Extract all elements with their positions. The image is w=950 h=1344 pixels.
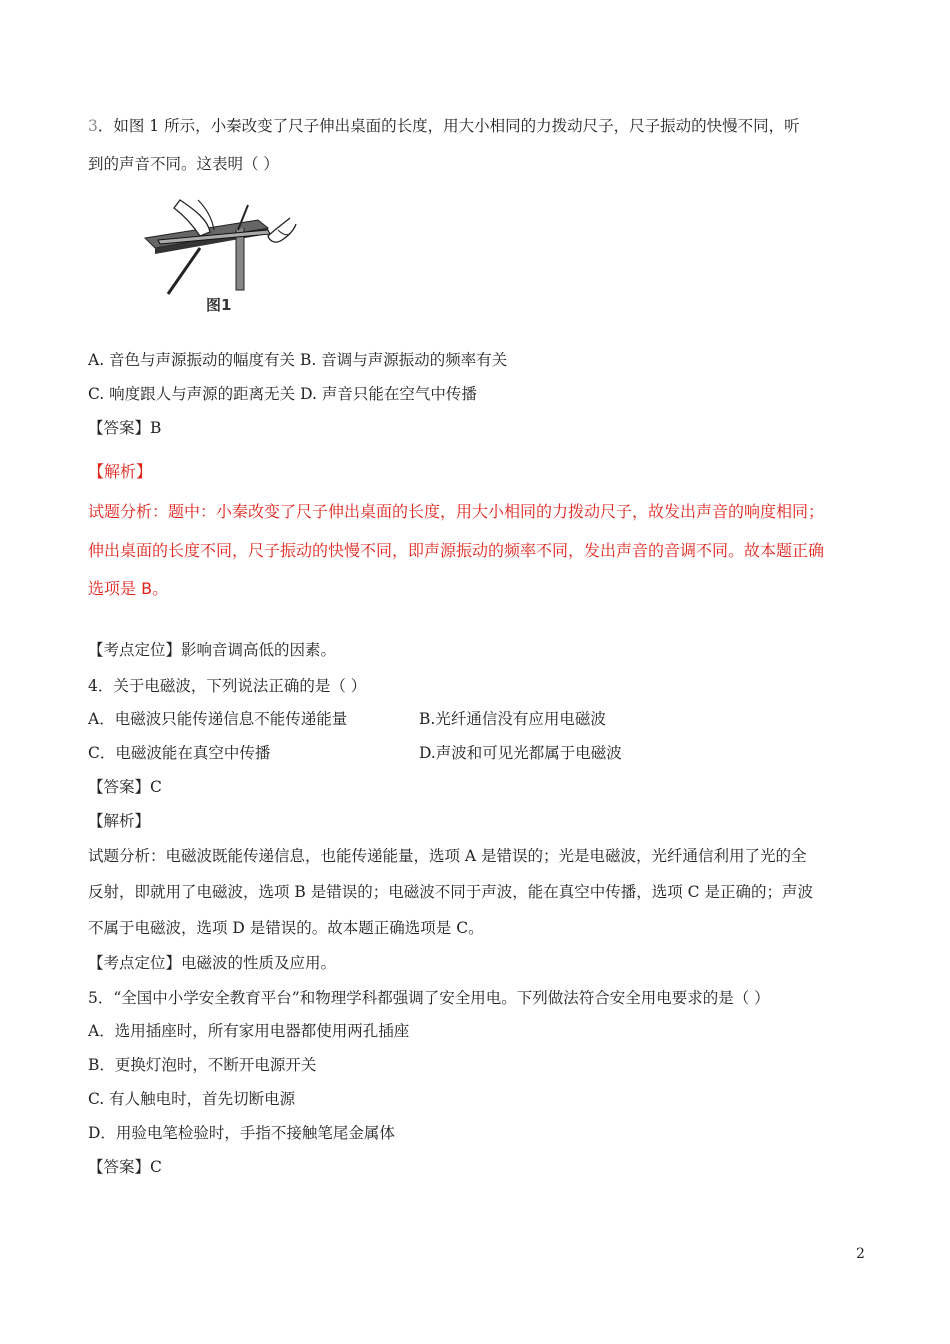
- q5-option-d: D．用验电笔检验时，手指不接触笔尾金属体: [88, 1124, 395, 1142]
- q3-answer: 【答案】B: [88, 419, 162, 437]
- q3-analysis-line2: 伸出桌面的长度不同，尺子振动的快慢不同，即声源振动的频率不同，发出声音的音调不同。故本题正确: [88, 541, 825, 560]
- q3-stem-line2: 到的声音不同。这表明（ ）: [88, 155, 279, 173]
- q3-analysis-title: 【解析】: [88, 462, 153, 481]
- q4-answer: 【答案】C: [88, 778, 162, 796]
- q4-option-row1: [88, 709, 347, 729]
- q4-stem: 4．关于电磁波，下列说法正确的是（ ）: [88, 677, 367, 695]
- q5-option-c: C. 有人触电时，首先切断电源: [88, 1090, 296, 1108]
- q5-stem: 5．“全国中小学安全教育平台”和物理学科都强调了安全用电。下列做法符合安全用电要求的是（ ）: [88, 989, 770, 1007]
- q4-option-c: C．电磁波能在真空中传播: [88, 744, 271, 762]
- q3-options-ab: A. 音色与声源振动的幅度有关 B. 音调与声源振动的频率有关: [88, 351, 508, 369]
- page-number: 2: [856, 1246, 865, 1262]
- q4-option-b: B.光纤通信没有应用电磁波: [419, 710, 606, 728]
- q3-kaodian: 【考点定位】影响音调高低的因素。: [88, 641, 337, 659]
- q4-option-a: A．电磁波只能传递信息不能传递能量: [88, 710, 348, 728]
- q4-analysis-line2: 反射，即就用了电磁波，选项 B 是错误的；电磁波不同于声波，能在真空中传播，选项 C 是正确的；声波: [88, 883, 813, 901]
- figure-1: [140, 190, 300, 318]
- q5-option-a: A．选用插座时，所有家用电器都使用两孔插座: [88, 1022, 410, 1040]
- q4-analysis-line1: 试题分析：电磁波既能传递信息，也能传递能量，选项 A 是错误的；光是电磁波，光纤通信利用了光的全: [88, 847, 807, 865]
- q3-number: 3: [88, 117, 98, 135]
- q5-option-b: B．更换灯泡时，不断开电源开关: [88, 1056, 317, 1074]
- q3-analysis-line3: 选项是 B。: [88, 579, 169, 598]
- q5-answer: 【答案】C: [88, 1158, 162, 1176]
- figure-caption: 图1: [206, 296, 232, 314]
- q4-kaodian: 【考点定位】电磁波的性质及应用。: [88, 954, 337, 972]
- q3-analysis-line1: 试题分析：题中：小秦改变了尺子伸出桌面的长度，用大小相同的力拨动尺子，故发出声音的响度相同；: [88, 502, 825, 521]
- q4-option-d: D.声波和可见光都属于电磁波: [419, 744, 622, 762]
- q4-analysis-line3: 不属于电磁波，选项 D 是错误的。故本题正确选项是 C。: [88, 919, 484, 937]
- q4-analysis-title: 【解析】: [88, 812, 151, 830]
- q3-stem-line1: 3．如图 1 所示，小秦改变了尺子伸出桌面的长度，用大小相同的力拨动尺子，尺子振动的快慢不同，听: [88, 117, 800, 135]
- q3-options-cd: C. 响度跟人与声源的距离无关 D. 声音只能在空气中传播: [88, 385, 477, 403]
